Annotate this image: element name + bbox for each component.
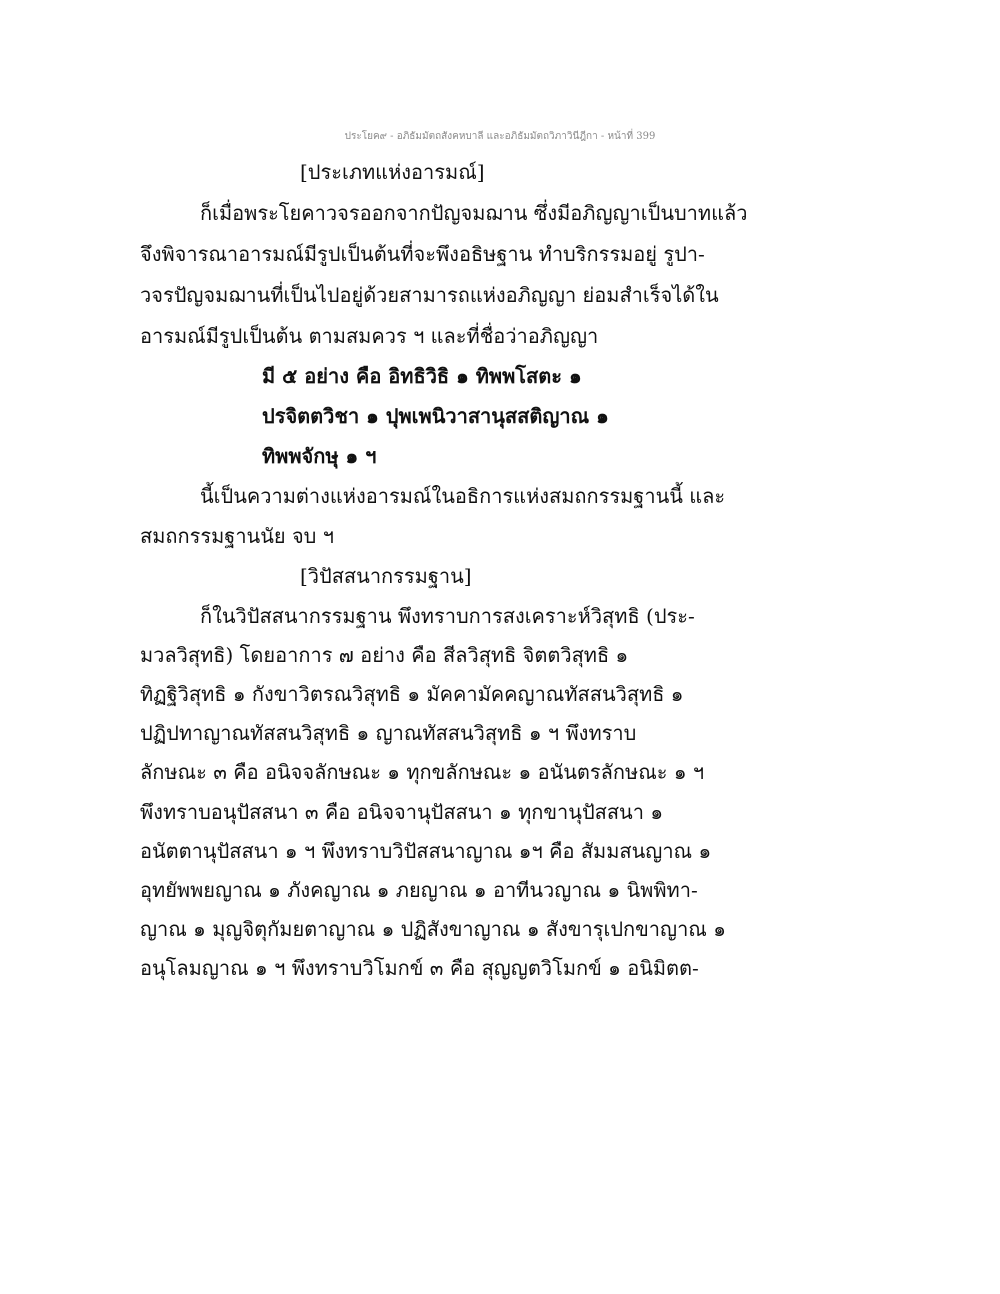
section-heading-object-types: [ประเภทแห่งอารมณ์]: [300, 160, 485, 184]
paragraph-line: วจรปัญจมฌานที่เป็นไปอยู่ด้วยสามารถแห่งอภิญญา ย่อมสำเร็จได้ใน: [140, 283, 719, 307]
bold-list-line: ทิพพจักษุ ๑ ฯ: [262, 444, 377, 468]
paragraph-line: พึงทราบอนุปัสสนา ๓ คือ อนิจจานุปัสสนา ๑ ทุกขานุปัสสนา ๑: [140, 800, 664, 824]
paragraph-line: อนัตตานุปัสสนา ๑ ฯ พึงทราบวิปัสสนาญาณ ๑ฯ คือ สัมมสนญาณ ๑: [140, 839, 712, 863]
section-heading-vipassana: [วิปัสสนากรรมฐาน]: [300, 564, 472, 588]
paragraph-line: มวลวิสุทธิ) โดยอาการ ๗ อย่าง คือ สีลวิสุทธิ จิตตวิสุทธิ ๑: [140, 643, 629, 667]
bold-list-line: ปรจิตตวิชา ๑ ปุพเพนิวาสานุสสติญาณ ๑: [262, 404, 609, 428]
bold-list-line: มี ๕ อย่าง คือ อิทธิวิธิ ๑ ทิพพโสตะ ๑: [262, 364, 582, 388]
paragraph-line: อารมณ์มีรูปเป็นต้น ตามสมควร ฯ และที่ชื่อว่าอภิญญา: [140, 324, 599, 348]
paragraph-line: ก็ในวิปัสสนากรรมฐาน พึงทราบการสงเคราะห์วิสุทธิ (ประ-: [200, 604, 695, 628]
paragraph-line: อนุโลมญาณ ๑ ฯ พึงทราบวิโมกข์ ๓ คือ สุญญตวิโมกข์ ๑ อนิมิตต-: [140, 956, 699, 980]
paragraph-line: ทิฏฐิวิสุทธิ ๑ กังขาวิตรณวิสุทธิ ๑ มัคคามัคคญาณทัสสนวิสุทธิ ๑: [140, 682, 684, 706]
paragraph-line: จึงพิจารณาอารมณ์มีรูปเป็นต้นที่จะพึงอธิษฐาน ทำบริกรรมอยู่ รูปา-: [140, 242, 705, 266]
paragraph-line: ญาณ ๑ มุญจิตุกัมยตาญาณ ๑ ปฏิสังขาญาณ ๑ สังขารุเปกขาญาณ ๑: [140, 917, 726, 941]
paragraph-line: อุทยัพพยญาณ ๑ ภังคญาณ ๑ ภยญาณ ๑ อาทีนวญาณ ๑ นิพพิทา-: [140, 878, 698, 902]
paragraph-line: ลักษณะ ๓ คือ อนิจจลักษณะ ๑ ทุกขลักษณะ ๑ อนันตรลักษณะ ๑ ฯ: [140, 760, 705, 784]
running-header: ประโยค๙ - อภิธัมมัตถสังคหบาลี และอภิธัมมัตถวิภาวินีฎีกา - หน้าที่ 399: [344, 131, 656, 142]
paragraph-line: นี้เป็นความต่างแห่งอารมณ์ในอธิการแห่งสมถกรรมฐานนี้ และ: [200, 484, 726, 508]
paragraph-line: สมถกรรมฐานนัย จบ ฯ: [140, 524, 334, 548]
paragraph-line: ปฏิปทาญาณทัสสนวิสุทธิ ๑ ญาณทัสสนวิสุทธิ ๑ ฯ พึงทราบ: [140, 721, 637, 745]
paragraph-line: ก็เมื่อพระโยคาวจรออกจากปัญจมฌาน ซึ่งมีอภิญญาเป็นบาทแล้ว: [200, 201, 748, 225]
